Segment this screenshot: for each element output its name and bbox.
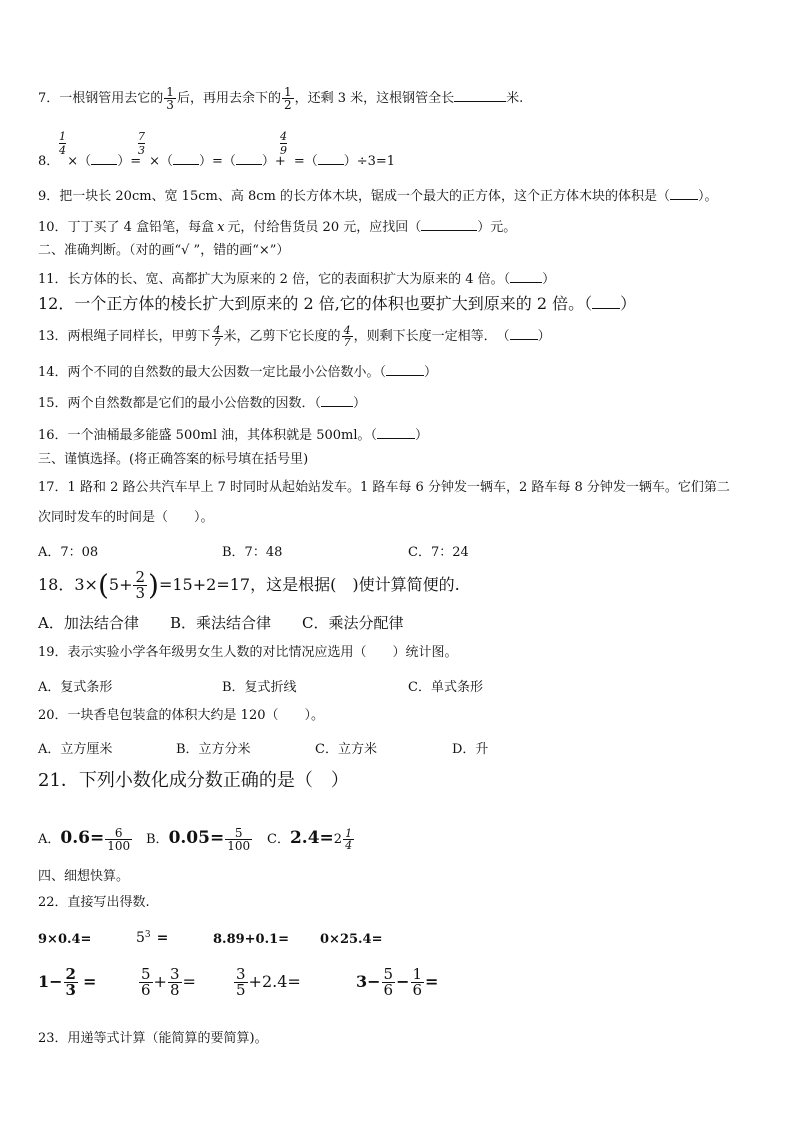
fraction-5-6: $\frac{5}{6}$ [141, 965, 151, 999]
q20-option-a[interactable]: A．立方厘米 [38, 742, 113, 757]
question-7: 7．一根钢管用去它的 $\frac{1}{3}$ 后，再用去余下的 $\frac{1}{2}$ ，还剩 3 米，这根钢管全长 米. [38, 85, 524, 112]
answer-blank[interactable] [386, 363, 424, 376]
question-9: 9．把一块长 20cm、宽 15cm、高 8cm 的长方体木块，锯成一个最大的正方体，这个正方体木块的体积是（ ）。 [38, 189, 718, 204]
q21-option-b[interactable]: B．0.05= $\frac{5}{100}$ [146, 826, 251, 853]
fraction-3-8: $\frac{3}{8}$ [169, 965, 180, 999]
section-3-heading: 三、谨慎选择。(将正确答案的标号填在括号里) [38, 452, 309, 467]
question-8: 8． ×（ ）= ×（ ）=（ ）+ =（ ）÷3=1 [38, 154, 396, 169]
q18-option-b[interactable]: B．乘法结合律 [170, 614, 272, 632]
answer-blank[interactable] [377, 426, 415, 439]
fraction-3-5: $\frac{3}{5}$ [236, 965, 246, 999]
q20-option-b[interactable]: B．立方分米 [176, 742, 251, 757]
answer-blank[interactable] [670, 187, 698, 200]
q19-option-b[interactable]: B．复式折线 [222, 680, 297, 695]
q8-fraction-1-4: 1 4 [59, 130, 66, 157]
section-4-heading: 四、细想快算。 [38, 869, 130, 884]
answer-blank[interactable] [421, 218, 477, 231]
q8-fraction-4-9: 4 9 [280, 130, 287, 157]
answer-blank[interactable] [592, 296, 620, 309]
question-11: 11．长方体的长、宽、高都扩大为原来的 2 倍，它的表面积扩大为原来的 4 倍。（ ） [38, 272, 556, 287]
q17-option-c[interactable]: C．7：24 [408, 545, 469, 560]
answer-blank[interactable] [318, 152, 344, 165]
question-17-line-2: 次同时发车的时间是（ ）。 [38, 510, 214, 525]
fraction-4-7: $\frac{4}{7}$ [343, 324, 351, 349]
q18-option-c[interactable]: C．乘法分配律 [302, 614, 404, 632]
fraction-2-3: $\frac{2}{3}$ [65, 965, 76, 999]
question-16: 16．一个油桶最多能盛 500ml 油，其体积就是 500ml。（ ） [38, 428, 429, 443]
q18-option-a[interactable]: A．加法结合律 [38, 614, 139, 632]
q21-option-c[interactable]: C．2.4=2 $\frac{1}{4}$ [267, 827, 353, 852]
question-14: 14．两个不同的自然数的最大公因数一定比最小公倍数小。（ ） [38, 365, 438, 380]
fraction-4-7: $\frac{4}{7}$ [213, 324, 221, 349]
answer-blank[interactable] [173, 152, 199, 165]
calc-3: 8.89+0.1= [213, 932, 290, 947]
fraction-2-3: $\frac{2}{3}$ [135, 568, 146, 602]
answer-blank[interactable] [321, 394, 353, 407]
fraction-1-4: $\frac{1}{4}$ [345, 827, 353, 852]
question-15: 15．两个自然数都是它们的最小公倍数的因数．（ ） [38, 396, 367, 411]
question-21: 21．下列小数化成分数正确的是（ ） [38, 770, 349, 791]
question-18: 18．3×(5+ $\frac{2}{3}$ )=15+2=17，这是根据( )使计算简便的. [38, 568, 460, 602]
answer-blank[interactable] [91, 152, 117, 165]
answer-blank[interactable] [510, 270, 542, 283]
question-17-line-1: 17．1 路和 2 路公共汽车早上 7 时同时从起始站发车。1 路车每 6 分钟发一辆车，2 路车每 8 分钟发一辆车。它们第二 [38, 480, 730, 495]
fraction-1-3: $\frac{1}{3}$ [166, 85, 174, 112]
fraction-1-6: $\frac{1}{6}$ [412, 965, 423, 999]
fraction-5-100: $\frac{5}{100}$ [227, 826, 251, 853]
question-13: 13．两根绳子同样长，甲剪下 $\frac{4}{7}$ 米，乙剪下它长度的 $\frac{4}{7}$ ，则剩下长度一定相等． （ ） [38, 324, 551, 349]
calc-7: $\frac{3}{5}$ +2.4= [236, 965, 301, 999]
calc-5: 1− $\frac{2}{3}$ = [38, 965, 97, 999]
q21-option-a[interactable]: A．0.6= $\frac{6}{100}$ [38, 826, 131, 853]
q17-option-b[interactable]: B．7：48 [222, 545, 283, 560]
answer-blank[interactable] [454, 89, 506, 102]
calc-2: $5^3$ = [136, 930, 169, 946]
q19-option-a[interactable]: A．复式条形 [38, 680, 113, 695]
q20-option-d[interactable]: D．升 [452, 742, 489, 757]
question-19: 19．表示实验小学各年级男女生人数的对比情况应选用（ ）统计图。 [38, 645, 458, 660]
question-10: 10．丁丁买了 4 盒铅笔，每盒 x 元，付给售货员 20 元，应找回（ ）元。 [38, 220, 517, 235]
fraction-6-100: $\frac{6}{100}$ [107, 826, 131, 853]
answer-blank[interactable] [236, 152, 262, 165]
question-22: 22．直接写出得数. [38, 895, 150, 910]
calc-1: 9×0.4= [38, 932, 92, 947]
calc-6: $\frac{5}{6}$ + $\frac{3}{8}$ = [141, 965, 196, 999]
calc-4: 0×25.4= [320, 932, 383, 947]
section-2-heading: 二、准确判断。（对的画“√ ”，错的画“×”） [38, 243, 290, 258]
fraction-1-2: $\frac{1}{2}$ [283, 85, 292, 112]
calc-8: 3− $\frac{5}{6}$ − $\frac{1}{6}$ = [356, 965, 439, 999]
question-12: 12．一个正方体的棱长扩大到原来的 2 倍,它的体积也要扩大到原来的 2 倍。（ ） [38, 294, 637, 313]
q19-option-c[interactable]: C．单式条形 [408, 680, 483, 695]
q20-option-c[interactable]: C．立方米 [315, 742, 377, 757]
question-20: 20．一块香皂包装盒的体积大约是 120（ ）。 [38, 708, 324, 723]
q8-fraction-7-3: 7 3 [138, 130, 145, 157]
q17-option-a[interactable]: A．7：08 [38, 545, 99, 560]
question-23: 23．用递等式计算（能简算的要简算)。 [38, 1031, 268, 1046]
fraction-5-6: $\frac{5}{6}$ [383, 965, 394, 999]
answer-blank[interactable] [510, 327, 538, 340]
